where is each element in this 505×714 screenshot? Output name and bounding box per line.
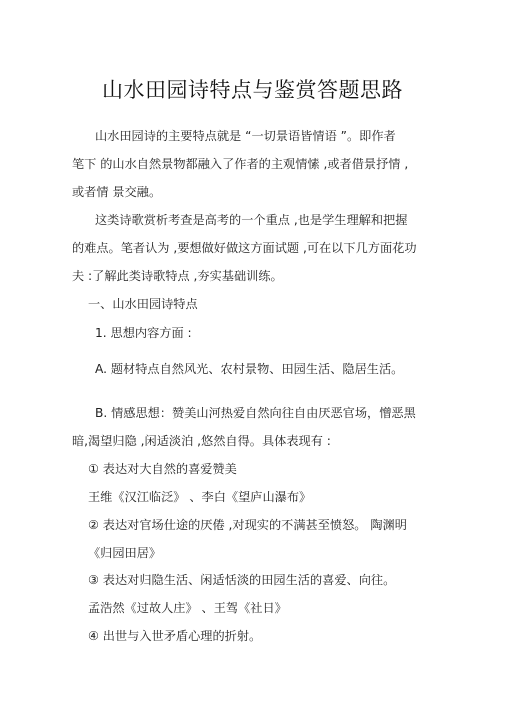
section-heading: 一、山水田园诗特点 (88, 297, 198, 311)
paragraph-line: 这类诗歌赏析考查是高考的一个重点 ,也是学生理解和把握 (95, 213, 408, 227)
list-item-detail: 王维《汉江临泛》 、李白《望庐山瀑布》 (88, 490, 312, 504)
paragraph-line: 笔下 的山水自然景物都融入了作者的主观情愫 ,或者借景抒情 , (72, 157, 409, 171)
paragraph-line: 山水田园诗的主要特点就是 “一切景语皆情语 ”。即作者 (95, 129, 396, 143)
paragraph-line: 或者情 景交融。 (72, 185, 162, 199)
list-item-detail: 孟浩然《过故人庄》 、王驾《社日》 (88, 601, 287, 615)
list-item-detail: 《归园田居》 (88, 546, 162, 560)
paragraph-line: 的难点。笔者认为 ,要想做好做这方面试题 ,可在以下几方面花功 (72, 241, 417, 255)
list-item: ④ 出世与入世矛盾心理的折射。 (88, 629, 262, 643)
subsection-heading: 1. 思想内容方面 : (95, 326, 192, 340)
page-title: 山水田园诗特点与鉴赏答题思路 (102, 78, 403, 102)
paragraph-line: 暗,渴望归隐 ,闲适淡泊 ,悠然自得。具体表现有 : (72, 434, 331, 448)
paragraph-line: 夫 :了解此类诗歌特点 ,夯实基础训练。 (72, 269, 283, 283)
paragraph-line: B. 情感思想：赞美山河热爱自然向往自由厌恶官场，憎恶黑 (95, 406, 416, 420)
list-item: ② 表达对官场仕途的厌倦 ,对现实的不满甚至愤怒。 陶渊明 (88, 518, 407, 532)
list-item: ① 表达对大自然的喜爱赞美 (88, 462, 237, 476)
paragraph-line: A. 题材特点自然风光、农村景物、田园生活、隐居生活。 (95, 362, 404, 376)
list-item: ③ 表达对归隐生活、闲适恬淡的田园生活的喜爱、向往。 (88, 573, 396, 587)
